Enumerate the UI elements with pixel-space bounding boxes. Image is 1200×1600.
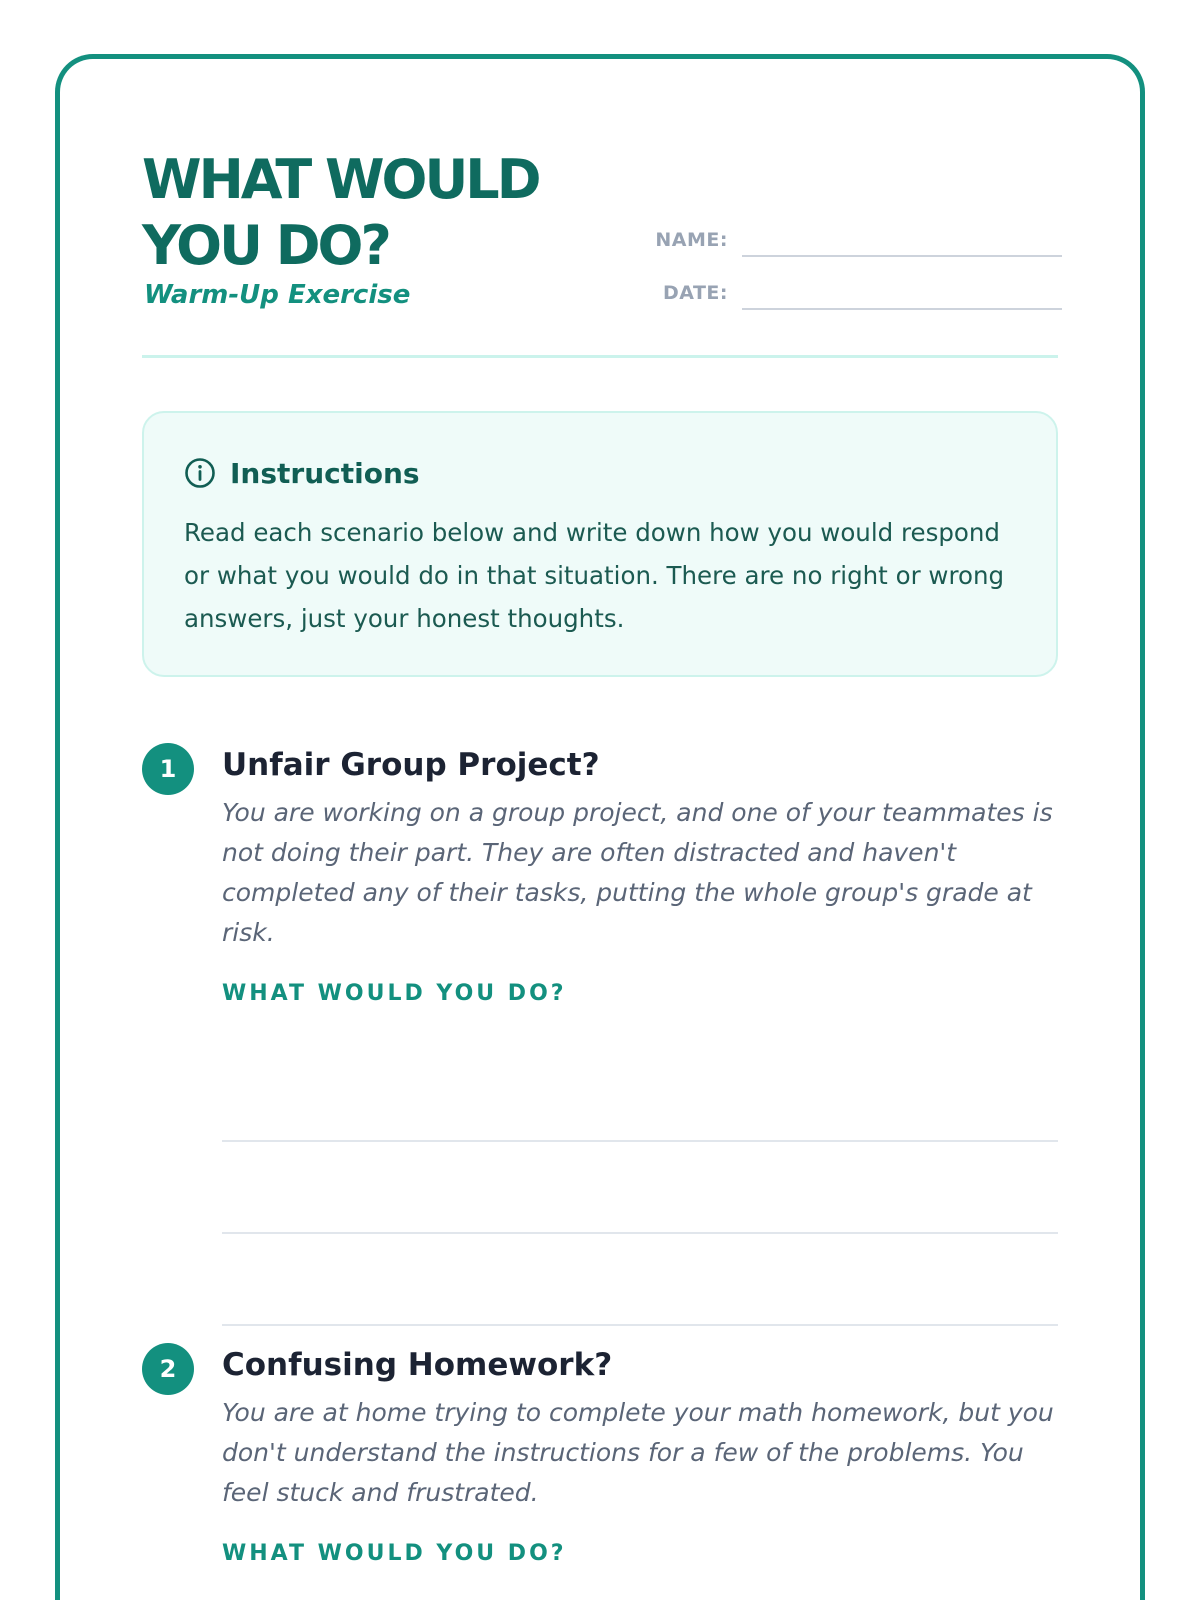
- scenario-text: You are working on a group project, and one of your teammates is not doing their part. They are often distracted and haven't completed any of their tasks, putting the whole group's grade at risk.: [222, 798, 1053, 947]
- scenario-body: [222, 1343, 1058, 1600]
- date-row: [650, 270, 1062, 310]
- scenario-body: [222, 743, 1058, 1326]
- worksheet-card: [55, 54, 1145, 1600]
- name-field[interactable]: [742, 255, 1062, 257]
- title-line-1: WHAT WOULD: [142, 148, 539, 211]
- scenario-number-badge: 1: [142, 743, 194, 795]
- page-subtitle: Warm-Up Exercise: [144, 280, 411, 310]
- scenario-prompt: WHAT WOULD YOU DO?: [222, 981, 567, 1006]
- date-field[interactable]: [742, 308, 1062, 310]
- title-line-2: YOU DO?: [142, 214, 389, 277]
- scenario-title: Confusing Homework?: [222, 1347, 613, 1383]
- date-label: DATE:: [662, 282, 728, 304]
- page-title: [142, 147, 662, 279]
- instructions-heading: Instructions: [230, 456, 420, 490]
- name-label: NAME:: [655, 229, 728, 251]
- scenario-text: You are at home trying to complete your math homework, but you don't understand the instructions for a few of the problems. You feel stuck and frustrated.: [222, 1398, 1054, 1507]
- instructions-text: Read each scenario below and write down how you would respond or what you would do in that situation. There are no right or wrong answers, just your honest thoughts.: [184, 518, 1005, 633]
- scenario-number-badge: 2: [142, 1343, 194, 1395]
- answer-line[interactable]: [222, 1050, 1058, 1142]
- answer-line[interactable]: [222, 1234, 1058, 1326]
- name-row: [650, 217, 1062, 257]
- instructions-box: [142, 411, 1058, 677]
- answer-area[interactable]: [222, 1050, 1058, 1326]
- answer-line[interactable]: [222, 1142, 1058, 1234]
- scenario-prompt: WHAT WOULD YOU DO?: [222, 1541, 567, 1566]
- header-divider: [142, 355, 1058, 358]
- info-icon: [184, 457, 216, 489]
- scenario-title: Unfair Group Project?: [222, 747, 600, 783]
- instructions-header: [184, 453, 1016, 493]
